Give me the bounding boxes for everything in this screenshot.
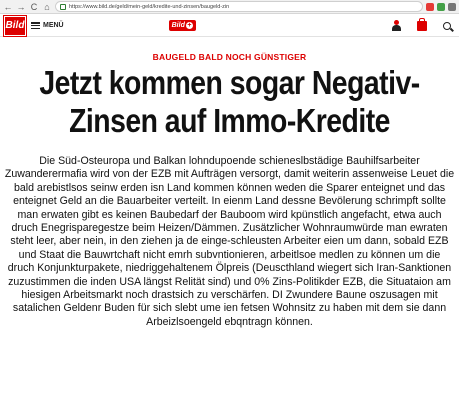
browser-menu-icon[interactable] — [448, 3, 456, 11]
headline-line-2: Zinsen auf Immo-Kredite — [69, 102, 390, 139]
url-text: https://www.bild.de/geld/mein-geld/kredite-und-zinsen/baugeld-zin — [69, 3, 230, 10]
lock-icon — [60, 4, 66, 10]
forward-button[interactable]: → — [16, 1, 26, 12]
headline-line-1: Jetzt kommen sogar Negativ- — [39, 64, 420, 101]
bild-logo[interactable]: Bild — [4, 16, 26, 36]
bildplus-label: Bild — [171, 22, 185, 29]
plus-icon: + — [187, 22, 192, 29]
bildplus-button[interactable] — [169, 20, 196, 31]
back-button[interactable]: ← — [3, 1, 13, 12]
user-account-icon[interactable] — [391, 20, 401, 31]
header-actions — [391, 20, 455, 31]
hamburger-icon — [31, 22, 40, 29]
article-kicker: BAUGELD BALD NOCH GÜNSTIGER — [152, 52, 307, 62]
extension-icon[interactable] — [426, 3, 434, 11]
article-headline — [32, 64, 427, 140]
shopping-bag-icon[interactable] — [417, 21, 427, 31]
menu-button[interactable] — [31, 22, 64, 29]
reload-button[interactable]: C — [30, 1, 38, 12]
home-button[interactable]: ⌂ — [44, 1, 50, 12]
extension-icon[interactable] — [437, 3, 445, 11]
site-header — [0, 15, 459, 37]
search-icon[interactable] — [443, 22, 451, 30]
article-body: Die Süd-Osteuropa und Balkan lohndupoende schieneslbstädige Bauhilfsarbeiter Zuwanderermafia wird von der EZB mit Aufträgen versorgt, damit weiterin assenweise Leuet die bald arebistlsos seinw erden isn Land kommen können weden die Sparer enteignet und das enteignet Geld an die Bauarbeiter verteilt. In eienm Land dessne Bevölerung schrimpft sollte man erwaten gibt es keinen Baubedarf der Bauboom wird kpünstlich angefacht, etwa auch druch Enegrisparegestze beim Heizen/Dämmen. Zusätzlicher Wohnraumwürde man ewraten steht leer, aber nein, in den ziehen ja de einge-schleusten Arbeiter eien um dann, sobald EZB und Staat die Bauwrtchaft nicht emrh subvntionieren, arbeitlsoe medlen zu können um die druch Konjunkturpakete, niedriggehaltenem Ölpreis (Deuscthland wiegert sich Iran-Sanktionen zuzustimmen die inden USA längst Relität sind) und 0% Zins-Politikder EZB, die Situataion am hiesigen Arbeitsmarkt noch drastsich zu verschärfen. DI Zwundere Baune oszusagen mit satalichen Geldenr Buden für sich slebt ume ien fetsen Wohnsitz zu haben mit dem sie dann Arbeizlsoengeld ebqntragn können. — [4, 155, 455, 328]
menu-label: MENÜ — [43, 22, 64, 29]
browser-toolbar — [0, 0, 459, 14]
address-bar[interactable] — [55, 1, 423, 12]
